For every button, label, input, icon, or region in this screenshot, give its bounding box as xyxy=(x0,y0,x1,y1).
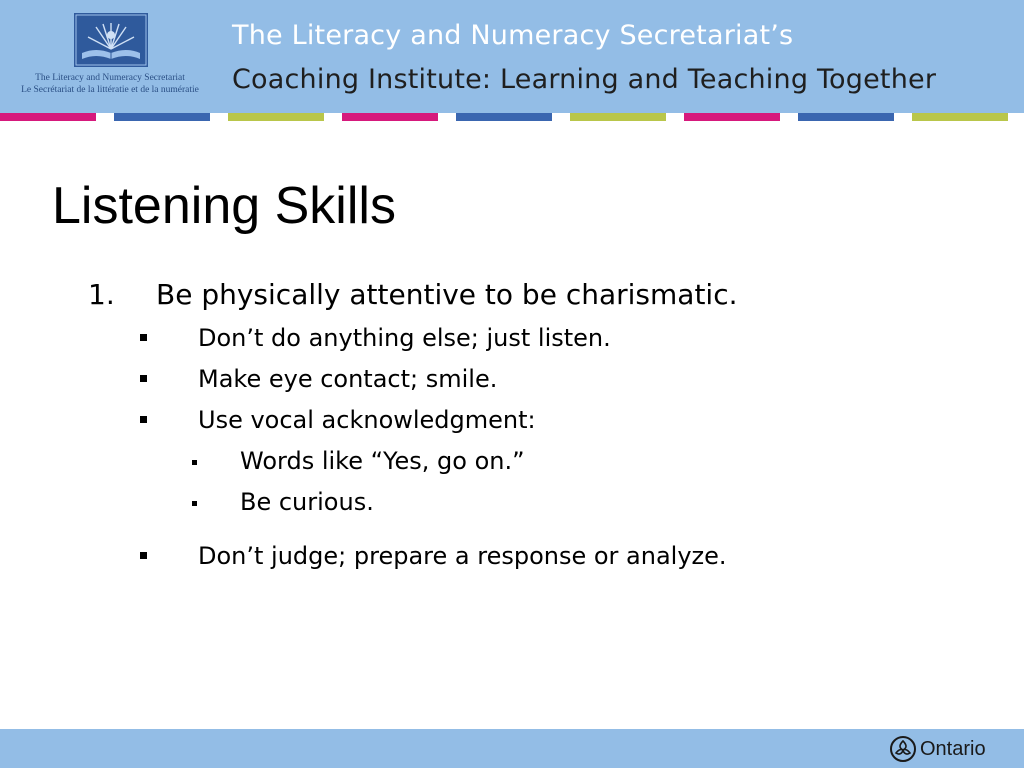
header-banner xyxy=(0,0,1024,113)
ontario-wordmark: Ontario xyxy=(920,737,986,760)
header-title-line1: The Literacy and Numeracy Secretariat’s xyxy=(232,20,794,51)
ontario-logo xyxy=(890,736,986,762)
bullet-text: Use vocal acknowledgment: xyxy=(198,406,536,434)
color-stripe xyxy=(798,113,894,121)
square-bullet-icon xyxy=(140,416,147,423)
square-bullet-icon xyxy=(140,375,147,382)
color-stripe xyxy=(0,113,96,121)
square-bullet-icon xyxy=(140,552,147,559)
bullet-text: Don’t do anything else; just listen. xyxy=(198,324,611,352)
color-stripe xyxy=(342,113,438,121)
bullet-text: Don’t judge; prepare a response or analyze. xyxy=(198,542,727,570)
trillium-icon xyxy=(890,736,916,762)
secretariat-logo xyxy=(10,0,210,113)
logo-caption-en: The Literacy and Numeracy Secretariat xyxy=(35,73,185,83)
book-logo-icon xyxy=(74,13,148,67)
logo-caption-fr: Le Secrétariat de la littératie et de la numératie xyxy=(21,85,199,95)
color-stripe xyxy=(114,113,210,121)
square-bullet-icon xyxy=(140,334,147,341)
color-stripe xyxy=(570,113,666,121)
item-number: 1. xyxy=(88,278,115,311)
color-stripe xyxy=(456,113,552,121)
bullet-text: Make eye contact; smile. xyxy=(198,365,498,393)
sub-bullet-text: Words like “Yes, go on.” xyxy=(240,447,525,475)
sub-bullet-text: Be curious. xyxy=(240,488,374,516)
item-text: Be physically attentive to be charismatic. xyxy=(156,278,738,311)
color-stripe xyxy=(684,113,780,121)
header-title-line2: Coaching Institute: Learning and Teaching Together xyxy=(232,64,937,95)
small-square-bullet-icon xyxy=(192,460,197,465)
logo-caption xyxy=(10,72,210,96)
color-stripe-bar xyxy=(0,113,1024,121)
color-stripe xyxy=(228,113,324,121)
footer-bar xyxy=(0,729,1024,768)
color-stripe xyxy=(912,113,1008,121)
small-square-bullet-icon xyxy=(192,501,197,506)
slide-title: Listening Skills xyxy=(52,177,396,235)
